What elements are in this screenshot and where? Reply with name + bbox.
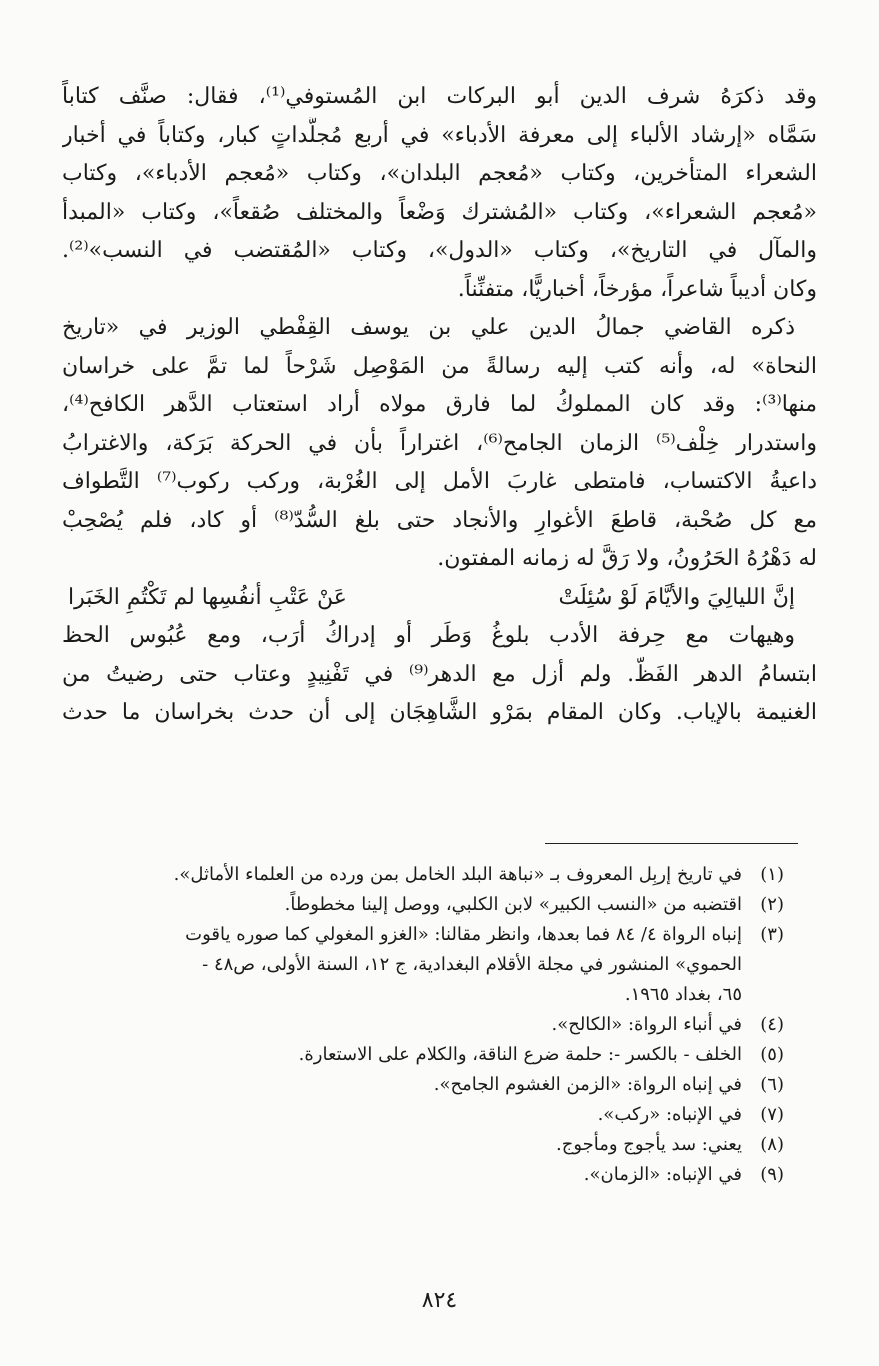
footnote bbox=[62, 1100, 784, 1130]
footnotes bbox=[62, 860, 784, 1190]
footnote-text: ٦٥، بغداد ١٩٦٥. bbox=[624, 984, 742, 1005]
footnote-text: في أنباء الرواة: «الكالح». bbox=[551, 1014, 742, 1035]
footnote-number: (٥) bbox=[760, 1044, 784, 1065]
footnote-number: (٤) bbox=[760, 1014, 784, 1035]
footnote bbox=[62, 1040, 784, 1070]
text-line: الغنيمة بالإياب. وكان المقام بمَرْو الشَّاهِجَان إلى أن حدث بخراسان ما حدث bbox=[62, 700, 817, 725]
text-line: وهيهات مع حِرفة الأدب بلوغُ وَطَر أو إدراكُ أرَب، ومع عُبُوس الحظ bbox=[62, 623, 795, 648]
footnote-text: في إنباه الرواة: «الزمن الغشوم الجامح». bbox=[433, 1074, 742, 1095]
footnote-text: يعني: سد يأجوج ومأجوج. bbox=[555, 1134, 742, 1155]
footnote bbox=[62, 890, 784, 920]
text-line: مع كل صُحْبة، قاطعَ الأغوارِ والأنجاد حتى بلغ السُّدّ⁽⁸⁾ أو كاد، فلم يُصْحِبْ bbox=[62, 507, 817, 533]
verse-first-hemistich: إنَّ الليالِيَ والأيَّامَ لَوْ سُئِلَتْ bbox=[558, 584, 795, 610]
text-line: والمآل في التاريخ»، وكتاب «الدول»، وكتاب «المُقتضب في النسب»⁽²⁾. bbox=[62, 238, 817, 263]
text-line: منها⁽³⁾: وقد كان المملوكُ لما فارق مولاه أراد استعتاب الدَّهر الكافح⁽⁴⁾، bbox=[62, 392, 817, 417]
text-line: الشعراء المتأخرين، وكتاب «مُعجم البلدان»، وكتاب «مُعجم الأدباء»، وكتاب bbox=[62, 161, 817, 186]
footnote-text: الخلف - بالكسر -: حلمة ضرع الناقة، والكلام على الاستعارة. bbox=[298, 1044, 742, 1065]
footnote-text: الحموي» المنشور في مجلة الأقلام البغدادية، ج ١٢، السنة الأولى، ص٤٨ - bbox=[202, 954, 742, 975]
text-line: واستدرار خِلْف⁽⁵⁾ الزمان الجامح⁽⁶⁾، اغتراراً بأن في الحركة بَرَكة، والاغترابُ bbox=[62, 430, 817, 456]
footnote-number: (٦) bbox=[760, 1074, 784, 1095]
footnote bbox=[62, 1130, 784, 1160]
footnote bbox=[62, 1070, 784, 1100]
poetry-verse bbox=[62, 579, 817, 618]
footnote-number: (٢) bbox=[760, 894, 784, 915]
text-line: له دَهْرُهُ الحَرُونُ، ولا رَقَّ له زمانه المفتون. bbox=[437, 546, 817, 571]
page-number: ٨٢٤ bbox=[421, 1288, 458, 1313]
footnote-number: (١) bbox=[760, 864, 784, 885]
footnote-number: (٣) bbox=[760, 924, 784, 945]
text-line: «مُعجم الشعراء»، وكتاب «المُشترك وَضْعاً والمختلف صُقعاً»، وكتاب «المبدأ bbox=[62, 199, 817, 225]
footnote-number: (٨) bbox=[760, 1134, 784, 1155]
footnote bbox=[62, 920, 784, 1010]
text-line: النحاة» له، وأنه كتب إليه رسالةً من المَوْصِل شَرْحاً لما تمَّ على خراسان bbox=[62, 353, 817, 379]
text-line: ابتسامُ الدهر الفَظّ. ولم أزل مع الدهر⁽⁹⁾ في تَفْنِيدٍ وعتاب حتى رضيتُ من bbox=[62, 661, 817, 687]
footnote-text: إنباه الرواة ٤/ ٨٤ فما بعدها، وانظر مقالنا: «الغزو المغولي كما صوره ياقوت bbox=[185, 924, 742, 945]
footnote bbox=[62, 860, 784, 890]
footnote-text: اقتضبه من «النسب الكبير» لابن الكلبي، ووصل إلينا مخطوطاً. bbox=[284, 894, 742, 915]
text-line: ذكره القاضي جمالُ الدين علي بن يوسف القِفْطي الوزير في «تاريخ bbox=[62, 315, 795, 340]
footnote-text: في الإنباه: «ركب». bbox=[597, 1104, 742, 1125]
footnote bbox=[62, 1160, 784, 1190]
text-line: داعيةُ الاكتساب، فامتطى غاربَ الأمل إلى الغُرْبة، وركب ركوب⁽⁷⁾ التَّطواف bbox=[62, 469, 817, 494]
footnote-number: (٩) bbox=[760, 1164, 784, 1185]
footnote-text: في تاريخ إربِل المعروف بـ «نباهة البلد الخامل بمن ورده من العلماء الأماثل». bbox=[173, 864, 742, 885]
text-line: سَمَّاه «إرشاد الألباء إلى معرفة الأدباء» في أربع مُجلَّداتٍ كبار، وكتاباً في أخبار bbox=[62, 122, 817, 148]
text-line: وقد ذكرَهُ شرف الدين أبو البركات ابن المُستوفي⁽¹⁾، فقال: صنَّف كتاباً bbox=[62, 84, 817, 109]
footnote-number: (٧) bbox=[760, 1104, 784, 1125]
text-line: وكان أديباً شاعراً، مؤرخاً، أخباريًّا، متفنِّناً. bbox=[457, 276, 817, 302]
footnote-text: في الإنباه: «الزمان». bbox=[583, 1164, 742, 1185]
main-text bbox=[62, 78, 817, 733]
verse-second-hemistich: عَنْ عَتْبِ أنفُسِها لم تَكْتُمِ الخَبَرا bbox=[68, 584, 347, 610]
footnote-separator bbox=[545, 843, 798, 844]
footnote bbox=[62, 1010, 784, 1040]
